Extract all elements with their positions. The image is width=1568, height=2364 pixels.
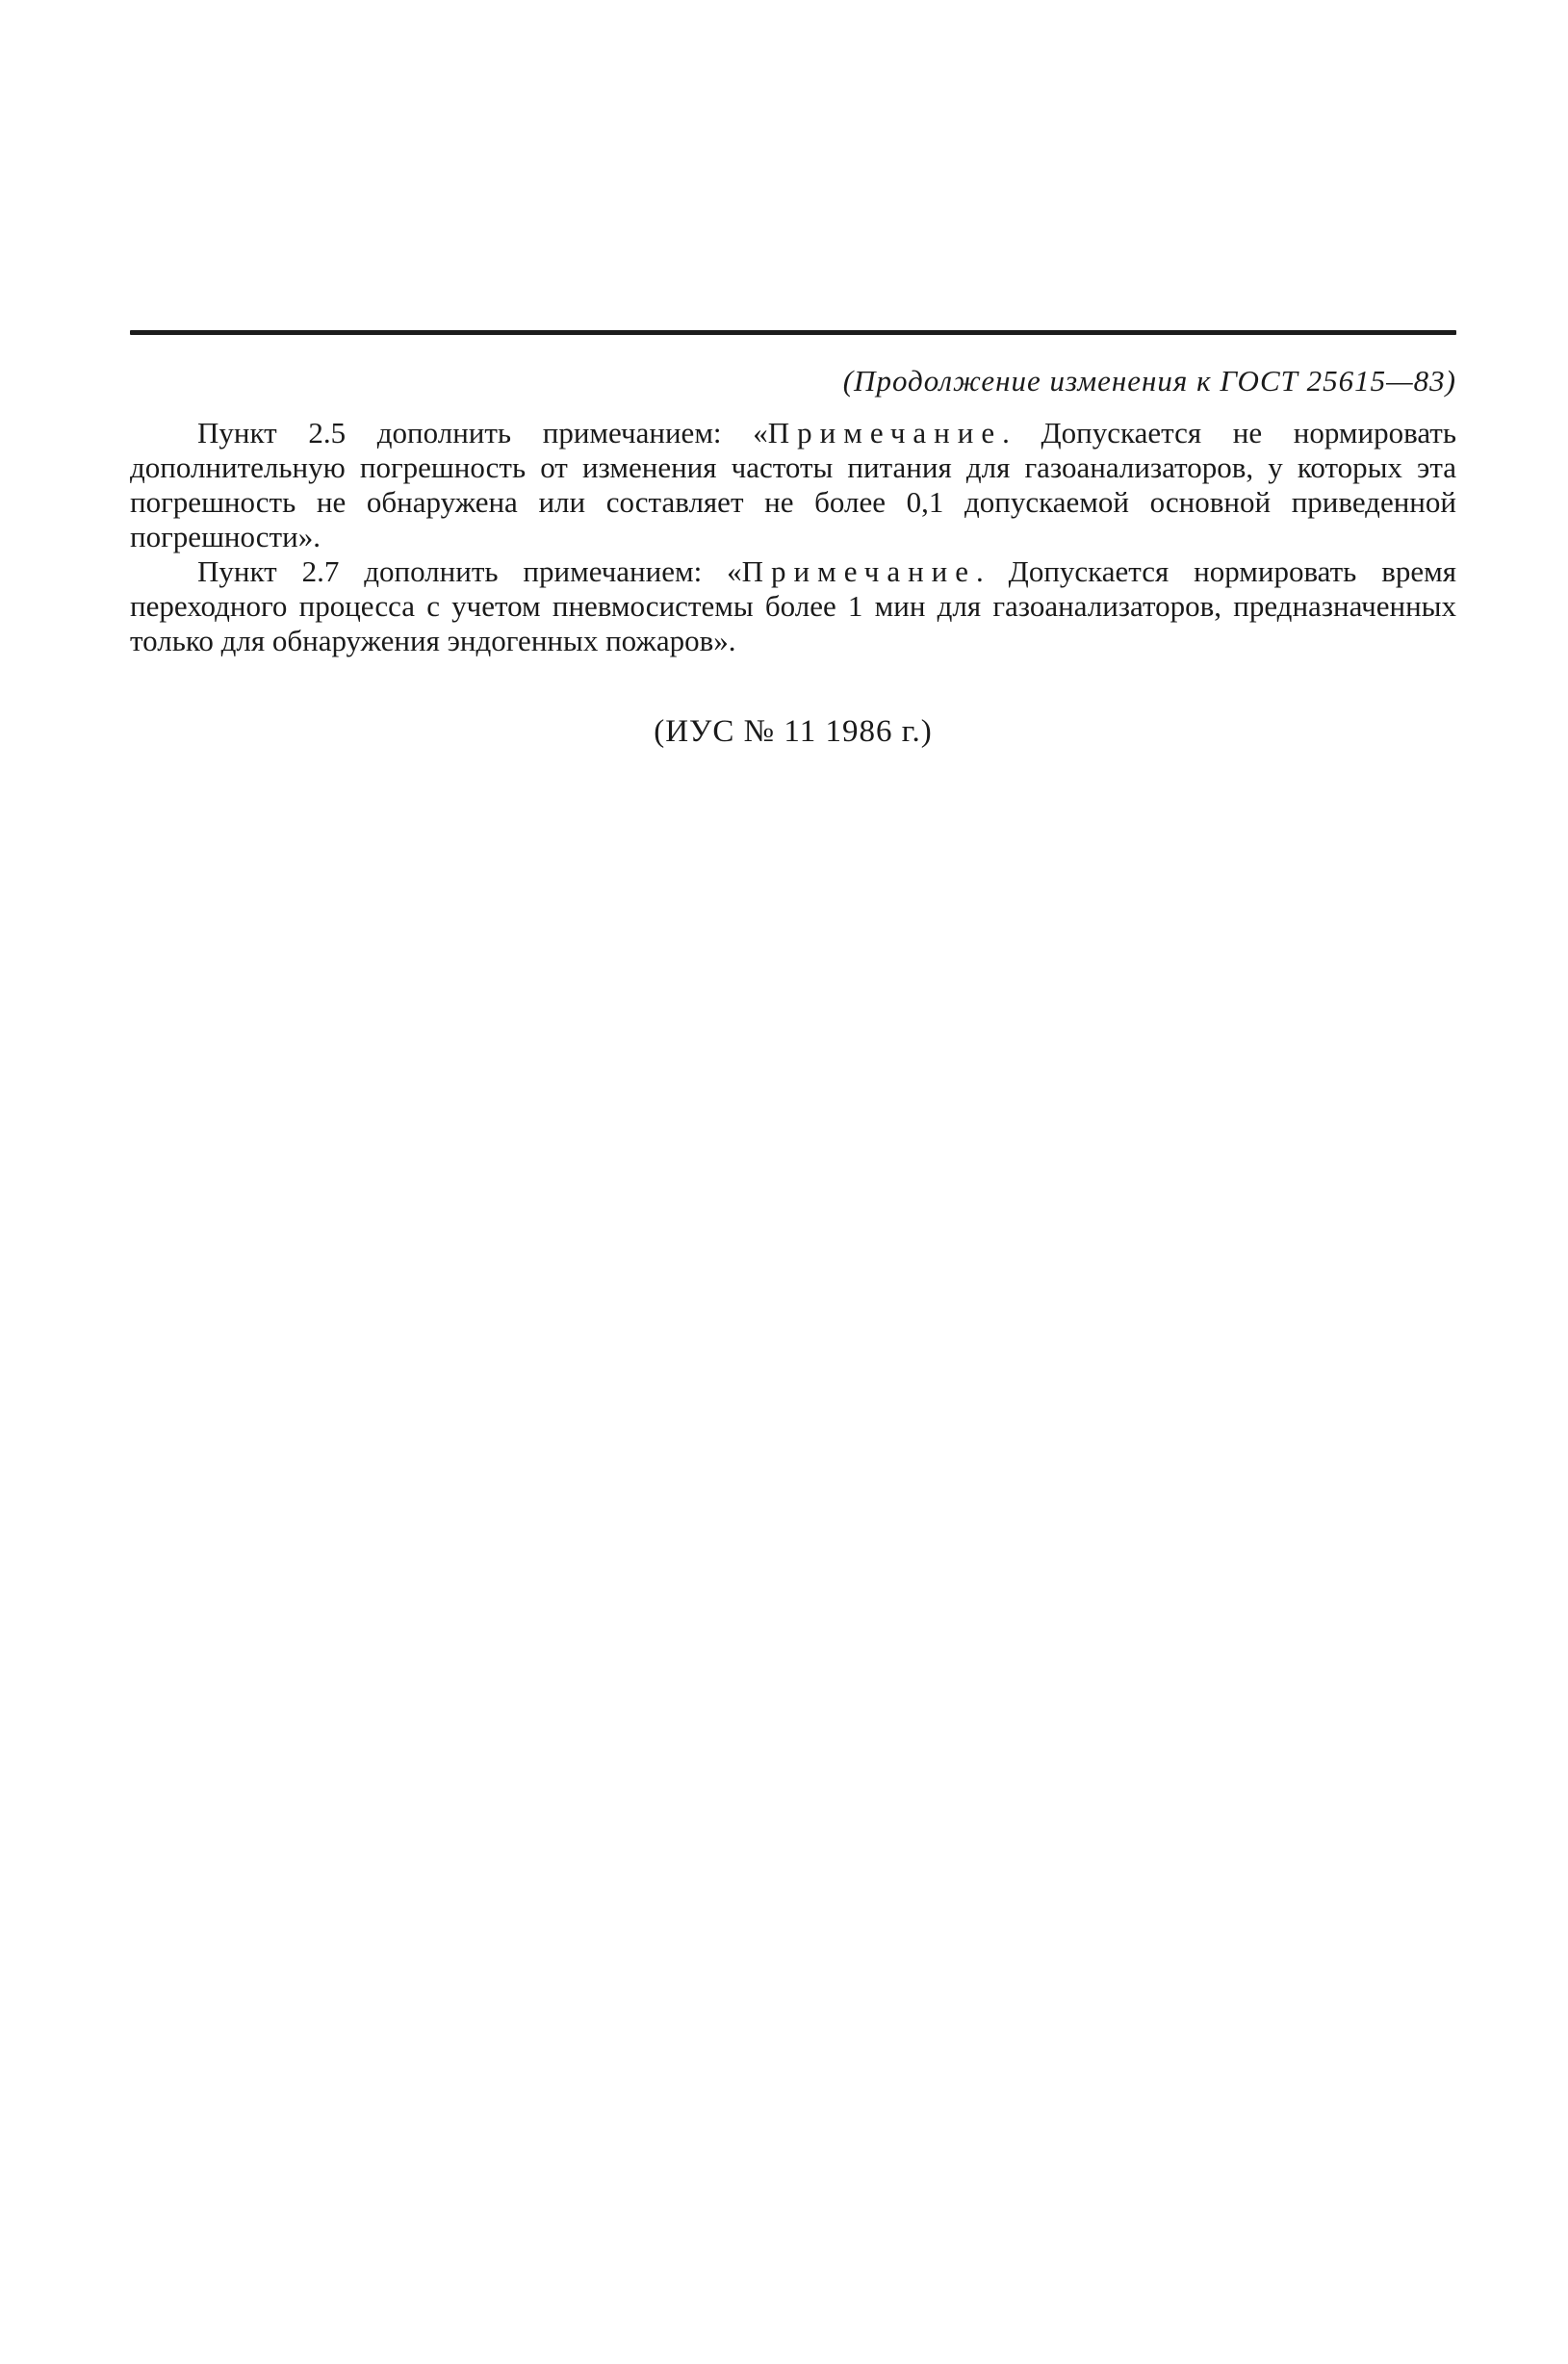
amendment-text (130, 416, 1456, 658)
top-rule (130, 330, 1456, 335)
paragraph-2-5 (130, 416, 1456, 554)
continuation-header: (Продолжение изменения к ГОСТ 25615—83) (842, 364, 1456, 398)
source-reference: (ИУС № 11 1986 г.) (654, 714, 933, 749)
paragraph-lead: Пункт 2.7 дополнить примечанием: « (197, 554, 742, 588)
note-word: Примечание (741, 554, 977, 588)
paragraph-lead: Пункт 2.5 дополнить примечанием: « (197, 416, 768, 450)
paragraph-text: . Допускается нормировать время переходного процесса с учетом пневмосистемы более 1 мин для газоанализаторов, предназначенных только для обнаружения эндогенных пожаров». (130, 554, 1456, 657)
note-word: Примечание (767, 416, 1003, 450)
paragraph-2-7 (130, 554, 1456, 658)
paragraph-text: . Допускается не нормировать дополнительную погрешность от изменения частоты питания для газоанализаторов, у которых эта погрешность не обнаружена или составляет не более 0,1 допускаемой основной приведенной погрешности». (130, 416, 1456, 553)
